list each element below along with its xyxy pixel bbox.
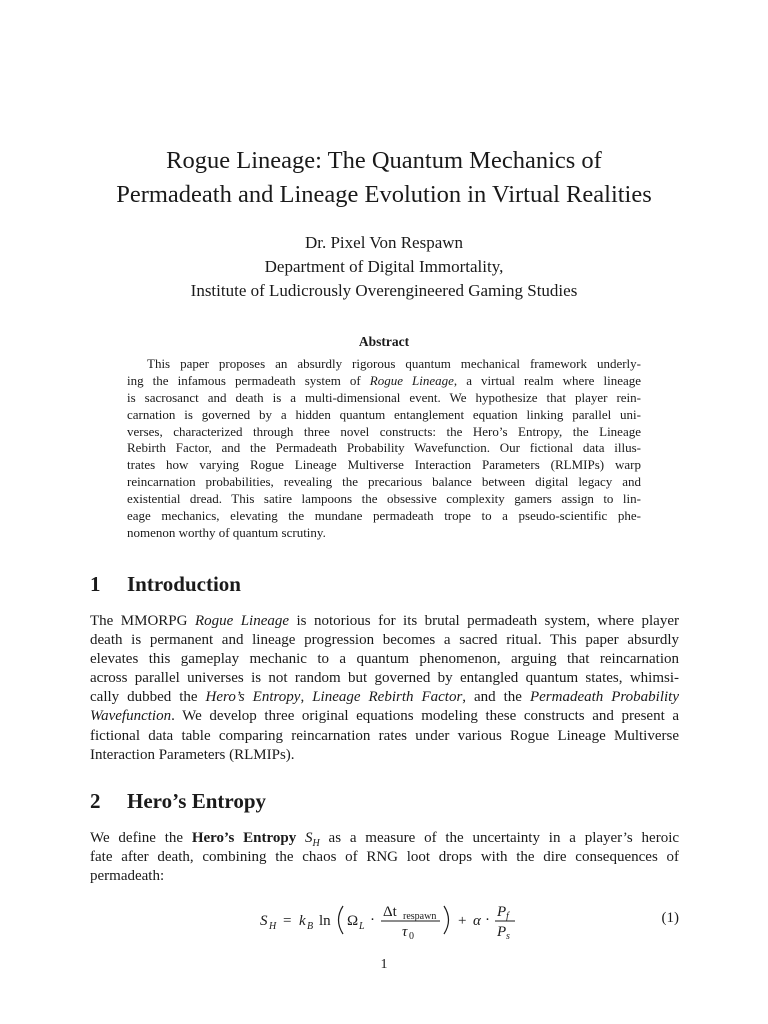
equation-1 [90, 897, 679, 943]
abstract-line: nomenon worthy of quantum scrutiny. [127, 524, 326, 540]
abstract-line [127, 373, 641, 390]
abstract-text: , a virtual realm where lineage [453, 372, 642, 388]
svg-text:·: · [485, 912, 490, 928]
section-title: Hero’s Entropy [127, 789, 267, 813]
section-number: 2 [90, 789, 101, 813]
body-text: . We develop three original equations modeling these constructs and present a [171, 708, 679, 725]
abstract-line: existential dread. This satire lampoons the obsessive complexity gamers assign to lin- [127, 491, 641, 507]
body-italic: Permadeath Probability [529, 689, 680, 706]
left-paren [339, 906, 344, 934]
abstract-line: is sacrosanct and death is a multi-dimensional event. We hypothesize that player rein- [127, 389, 641, 405]
section-title: Introduction [127, 572, 241, 596]
eq-ps-sub: s [506, 931, 510, 942]
right-paren [444, 906, 449, 934]
paper-title [60, 144, 708, 212]
body-text: The MMORPG [90, 613, 195, 629]
body-text: , [300, 689, 313, 706]
body-line: death is permanent and lineage progression becomes a sacred ritual. This paper absurdly [90, 632, 679, 649]
eq-ln: ln [319, 913, 331, 929]
affiliation-line-1: Department of Digital Immortality, [264, 257, 504, 276]
eq-omega-sub: L [359, 921, 365, 932]
page-number: 1 [380, 957, 388, 972]
affiliation-line-2: Institute of Ludicrously Overengineered Gaming Studies [190, 281, 578, 300]
eq-delta-t: Δt [383, 904, 397, 920]
body-line [90, 707, 679, 726]
eq-tau: τ [402, 924, 408, 940]
eq-ps: P [497, 924, 507, 940]
equation-number: (1) [661, 910, 679, 926]
body-line: Interaction Parameters (RLMIPs). [90, 746, 295, 763]
title-line-1: Rogue Lineage: The Quantum Mechanics of [166, 147, 602, 174]
svg-text:·: · [370, 912, 375, 928]
body-italic: Wavefunction [90, 708, 172, 725]
eq-delta-sub: respawn [403, 911, 437, 922]
body-text: cally dubbed the [90, 689, 206, 706]
body-line [90, 688, 679, 707]
symbol-s-h: $S_H$ [305, 830, 320, 849]
eq-tau-sub: 0 [409, 931, 414, 942]
body-italic: Lineage Rebirth Factor [312, 689, 463, 706]
body-text: as a measure of the uncertainty in a player’s heroic [319, 830, 680, 846]
body-bold-term: Hero’s Entropy [191, 830, 297, 846]
svg-text:+: + [458, 913, 467, 929]
body-line: fate after death, combining the chaos of RNG loot drops with the dire consequences of [90, 849, 679, 866]
eq-lhs: S [260, 913, 268, 929]
body-line: permadeath: [90, 868, 165, 885]
abstract-line: This paper proposes an absurdly rigorous quantum mechanical framework underly- [147, 356, 641, 371]
body-text: is notorious for its brutal permadeath system, where player [289, 613, 679, 629]
abstract-line: carnation is governed by a hidden quantum entanglement equation linking parallel uni- [127, 406, 641, 422]
body-text: We define the [90, 830, 192, 846]
body-line [90, 829, 679, 848]
abstract-body [127, 356, 641, 542]
body-italic: Rogue Lineage [194, 613, 290, 629]
equation-formula [260, 897, 540, 943]
title-line-2: Permadeath and Lineage Evolution in Virtual Realities [116, 181, 652, 208]
abstract-heading: Abstract [358, 334, 410, 349]
abstract-text: ing the infamous permadeath system of [127, 372, 370, 388]
eq-pf-sub: f [506, 911, 509, 922]
eq-kb: k [299, 913, 306, 929]
author-block [60, 231, 708, 303]
svg-text:=: = [283, 913, 292, 929]
abstract-line: reincarnation probabilities, revealing the precarious balance between digital legacy and [127, 474, 641, 490]
heros-entropy-body [90, 829, 679, 886]
section-number: 1 [90, 572, 101, 596]
abstract-line: Rebirth Factor, and the Permadeath Probability Wavefunction. Our fictional data illus- [127, 440, 641, 456]
abstract-line: trates how varying Rogue Lineage Multiverse Interaction Parameters (RLMIPs) warp [127, 457, 641, 473]
body-line: fictional data table comparing reincarnation rates under various Rogue Lineage Multiverse [90, 727, 679, 744]
body-italic: Hero’s Entropy [205, 689, 301, 706]
introduction-body [90, 612, 679, 765]
author-name: Dr. Pixel Von Respawn [304, 233, 464, 252]
eq-kb-sub: B [307, 921, 314, 932]
body-text: , and the [462, 689, 530, 706]
abstract-line: eage mechanics, elevating the mundane permadeath trope to a pseudo-scientific phe- [127, 508, 641, 524]
body-line: across parallel universes is not random but governed by entangled quantum states, whimsi- [90, 670, 679, 687]
eq-lhs-sub: H [269, 921, 277, 932]
body-line: elevates this gameplay mechanic to a quantum phenomenon, arguing that reincarnation [90, 651, 679, 668]
eq-omega: Ω [347, 913, 359, 929]
section-heading-introduction [90, 572, 241, 597]
abstract-line: verses, characterized through three novel constructs: the Hero’s Entropy, the Lineage [127, 423, 641, 439]
body-line [90, 612, 679, 631]
section-heading-heros-entropy [90, 789, 266, 814]
eq-pf: P [497, 904, 507, 920]
abstract-italic-game-name: Rogue Lineage [369, 372, 454, 388]
eq-alpha: α [473, 913, 481, 929]
